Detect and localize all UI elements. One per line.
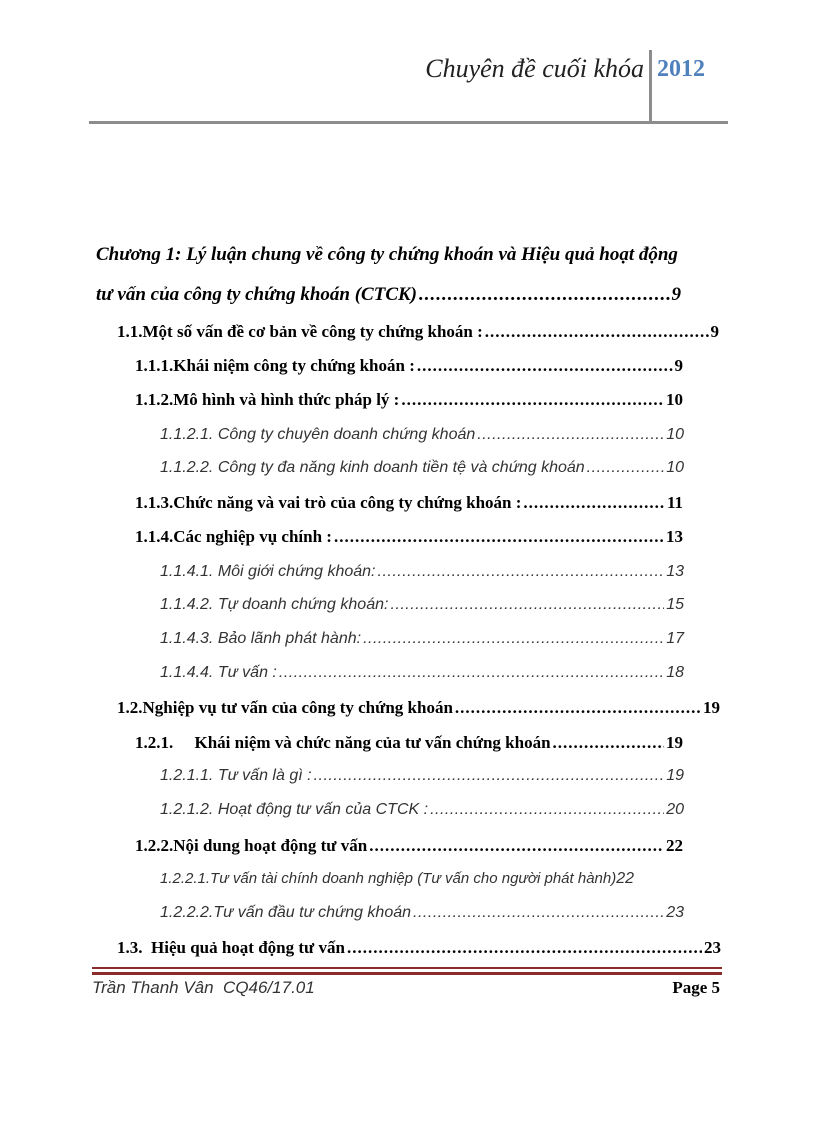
toc-entry-label: 1.2.2.Nội dung hoạt động tư vấn	[135, 836, 368, 855]
document-year: 2012	[657, 56, 705, 82]
toc-leader-dots	[363, 630, 664, 648]
toc-entry-label: 1.1.Một số vấn đề cơ bản về công ty chứng khoán :	[117, 322, 483, 341]
toc-entry-1-1-2[interactable]	[135, 390, 683, 410]
toc-leader-dots	[485, 322, 709, 342]
toc-entry-1-1-1[interactable]	[135, 356, 683, 376]
toc-entry-label: 1.1.4.4. Tư vấn :	[160, 664, 277, 681]
toc-leader-dots	[378, 563, 665, 581]
toc-entry-1-2-1[interactable]	[135, 733, 683, 753]
toc-leader-dots	[347, 938, 702, 958]
toc-entry-1-1-3[interactable]	[135, 493, 683, 513]
toc-leader-dots	[587, 459, 665, 477]
toc-entry-label: 1.1.4.Các nghiệp vụ chính :	[135, 527, 332, 546]
toc-leader-dots	[401, 390, 664, 410]
toc-entry-label: 1.1.4.3. Bảo lãnh phát hành:	[160, 630, 362, 647]
toc-entry-1-1-4-4[interactable]	[160, 664, 684, 682]
toc-leader-dots	[430, 801, 664, 819]
toc-leader-dots	[314, 767, 665, 785]
toc-page-number: 18	[666, 664, 684, 681]
footer-page-number: Page 5	[672, 978, 720, 997]
header-rule	[89, 121, 728, 124]
toc-entry-1-2-2-2[interactable]	[160, 904, 684, 922]
toc-entry-label: 1.1.1.Khái niệm công ty chứng khoán :	[135, 356, 415, 375]
toc-entry-1-2-2-1[interactable]	[160, 870, 696, 888]
toc-leader-dots	[419, 284, 670, 306]
toc-entry-1-1-4-3[interactable]	[160, 630, 684, 648]
toc-page-number: 19	[703, 698, 720, 717]
toc-leader-dots	[553, 733, 664, 753]
toc-page-number: 15	[666, 596, 684, 613]
toc-entry-label: 1.2.1.1. Tư vấn là gì :	[160, 767, 312, 784]
toc-page-number: 23	[704, 938, 721, 957]
toc-entry-label: 1.1.4.1. Môi giới chứng khoán:	[160, 563, 376, 580]
toc-leader-dots	[334, 527, 664, 547]
toc-entry-label: 1.2.2.2.Tư vấn đầu tư chứng khoán	[160, 904, 412, 921]
toc-leader-dots	[455, 698, 701, 718]
toc-entry-1-2[interactable]	[117, 698, 720, 718]
toc-entry-label: 1.1.3.Chức năng và vai trò của công ty chứng khoán :	[135, 493, 522, 512]
header-vertical-divider	[649, 50, 652, 122]
toc-page-number: 9	[710, 322, 719, 341]
toc-page-number: 19	[666, 767, 684, 784]
toc-page-number: 22	[616, 870, 635, 887]
toc-entry-label: 1.2.Nghiệp vụ tư vấn của công ty chứng khoán	[117, 698, 453, 717]
toc-entry-label: 1.2.2.1.Tư vấn tài chính doanh nghiệp (Tư vấn cho người phát hành)	[160, 870, 617, 887]
toc-entry-label: 1.3. Hiệu quả hoạt động tư vấn	[117, 938, 345, 957]
toc-page-number: 20	[666, 801, 684, 818]
toc-entry-chapter-1[interactable]	[96, 284, 681, 306]
toc-page-number: 10	[666, 390, 683, 409]
toc-page-number: 17	[666, 630, 684, 647]
toc-leader-dots	[279, 664, 664, 682]
toc-page-number: 9	[674, 356, 683, 375]
toc-entry-1-2-2[interactable]	[135, 836, 683, 856]
toc-entry-label: 1.2.1.2. Hoạt động tư vấn của CTCK :	[160, 801, 429, 818]
toc-page-number: 11	[666, 493, 683, 512]
toc-entry-label: 1.1.4.2. Tự doanh chứng khoán:	[160, 596, 389, 613]
toc-leader-dots	[417, 356, 673, 376]
toc-entry-label: 1.1.2.1. Công ty chuyên doanh chứng khoán	[160, 426, 476, 443]
toc-page-number: 13	[666, 527, 683, 546]
toc-page-number: 19	[666, 733, 683, 752]
toc-entry-label: tư vấn của công ty chứng khoán (CTCK)	[96, 284, 417, 305]
chapter-title-line1: Chương 1: Lý luận chung về công ty chứng khoán và Hiệu quả hoạt động	[96, 244, 678, 265]
toc-entry-label: 1.1.2.2. Công ty đa năng kinh doanh tiền tệ và chứng khoán	[160, 459, 585, 476]
footer-author: Trần Thanh Vân CQ46/17.01	[92, 978, 315, 997]
toc-entry-1-1-4-2[interactable]	[160, 596, 684, 614]
footer-rule-thin	[92, 967, 722, 969]
toc-entry-label: 1.2.1. Khái niệm và chức năng của tư vấn chứng khoán	[135, 733, 551, 752]
toc-entry-1-2-1-1[interactable]	[160, 767, 684, 785]
toc-entry-1-1-4-1[interactable]	[160, 563, 684, 581]
toc-page-number: 22	[666, 836, 683, 855]
toc-entry-label: 1.1.2.Mô hình và hình thức pháp lý :	[135, 390, 400, 409]
toc-leader-dots	[477, 426, 664, 444]
toc-entry-1-2-1-2[interactable]	[160, 801, 684, 819]
toc-entry-1-1-2-1[interactable]	[160, 426, 684, 444]
toc-leader-dots	[413, 904, 664, 922]
toc-leader-dots	[369, 836, 664, 856]
toc-entry-1-1[interactable]	[117, 322, 719, 342]
toc-leader-dots	[390, 596, 664, 614]
toc-page-number: 9	[671, 284, 681, 305]
toc-entry-1-1-2-2[interactable]	[160, 459, 684, 477]
footer-rule-thick	[92, 972, 722, 975]
toc-entry-1-3[interactable]	[117, 938, 721, 958]
toc-page-number: 10	[666, 426, 684, 443]
toc-page-number: 23	[666, 904, 684, 921]
toc-entry-1-1-4[interactable]	[135, 527, 683, 547]
toc-page-number: 10	[666, 459, 684, 476]
toc-page-number: 13	[666, 563, 684, 580]
document-title: Chuyên đề cuối khóa	[425, 54, 644, 83]
toc-leader-dots	[523, 493, 665, 513]
